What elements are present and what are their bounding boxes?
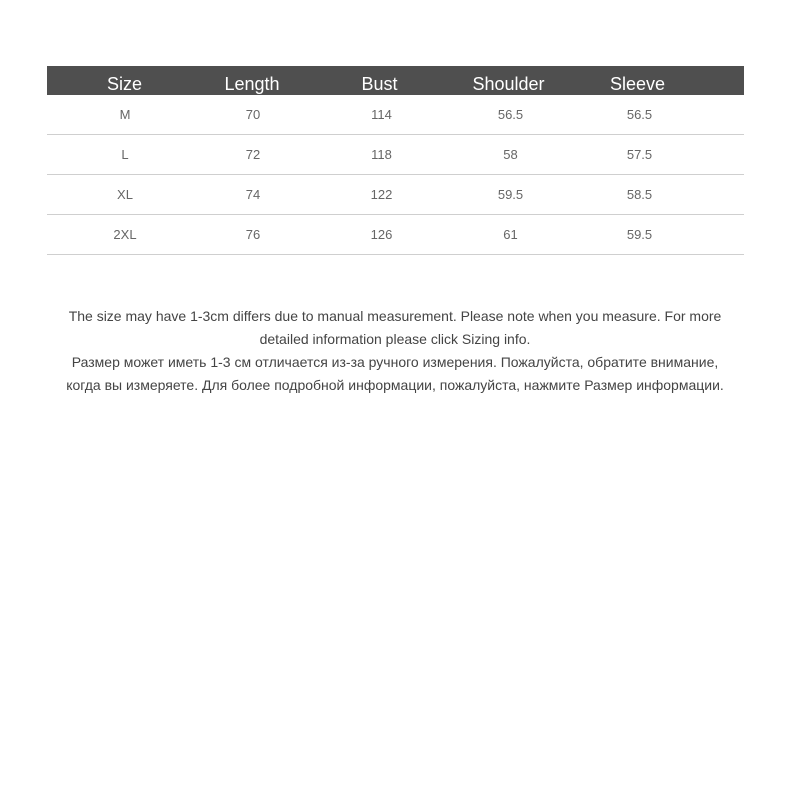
header-size: Size xyxy=(106,74,142,94)
cell-sleeve: 58.5 xyxy=(626,187,653,202)
cell-length: 74 xyxy=(245,187,261,202)
english-note-line-2: detailed information please click Sizing info. xyxy=(259,331,531,347)
table-row xyxy=(47,175,744,215)
table-row xyxy=(47,215,744,255)
cell-bust: 126 xyxy=(370,227,393,242)
cell-size: 2XL xyxy=(113,227,137,242)
cell-sleeve: 59.5 xyxy=(626,227,653,242)
size-chart-table xyxy=(47,66,744,255)
table-row xyxy=(47,135,744,175)
russian-note-line-2: когда вы измеряете. Для более подробной информации, пожалуйста, нажмите Размер информации. xyxy=(66,377,724,393)
cell-size: M xyxy=(119,107,131,122)
header-sleeve: Sleeve xyxy=(609,74,666,94)
table-header-row xyxy=(47,66,744,95)
english-note-line-1: The size may have 1-3cm differs due to manual measurement. Please note when you measure. For more xyxy=(68,308,722,324)
cell-shoulder: 59.5 xyxy=(497,187,524,202)
cell-sleeve: 56.5 xyxy=(626,107,653,122)
cell-shoulder: 58 xyxy=(503,147,518,162)
cell-bust: 122 xyxy=(370,187,393,202)
cell-length: 72 xyxy=(245,147,261,162)
russian-note-line-1: Размер может иметь 1-3 см отличается из-за ручного измерения. Пожалуйста, обратите внимание, xyxy=(71,354,719,370)
table-row xyxy=(47,95,744,135)
cell-shoulder: 61 xyxy=(503,227,518,242)
cell-size: L xyxy=(121,147,129,162)
measurement-notes xyxy=(40,305,750,397)
cell-size: XL xyxy=(117,187,133,202)
cell-shoulder: 56.5 xyxy=(497,107,524,122)
cell-bust: 114 xyxy=(371,107,392,122)
header-shoulder: Shoulder xyxy=(472,74,545,94)
cell-bust: 118 xyxy=(371,147,392,162)
cell-length: 70 xyxy=(245,107,261,122)
header-length: Length xyxy=(224,74,280,94)
cell-length: 76 xyxy=(245,227,261,242)
header-bust: Bust xyxy=(361,74,398,94)
cell-sleeve: 57.5 xyxy=(626,147,653,162)
